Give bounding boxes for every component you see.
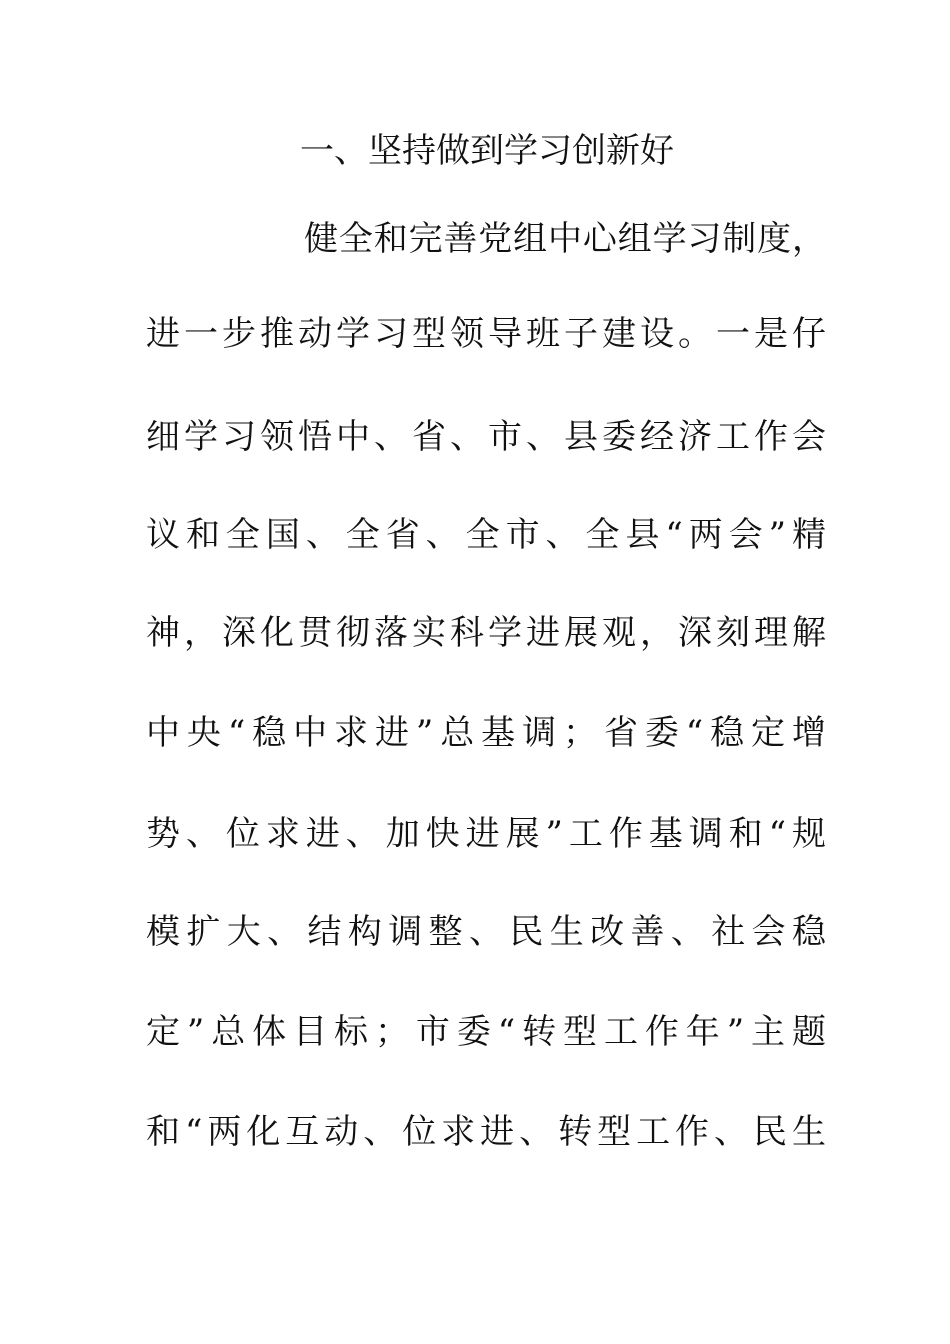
paragraph-line-3: 细学习领悟中、省、市、县委经济工作会 [146, 417, 826, 457]
paragraph-line-10: 和“两化互动、位求进、转型工作、民生 [146, 1112, 826, 1152]
section-heading: 一、坚持做到学习创新好 [300, 131, 674, 171]
paragraph-line-1: 健全和完善党组中心组学习制度， [304, 219, 826, 259]
paragraph-line-9: 定”总体目标；市委“转型工作年”主题 [146, 1012, 826, 1052]
paragraph-line-6: 中央“稳中求进”总基调；省委“稳定增 [146, 713, 826, 753]
paragraph-line-2: 进一步推动学习型领导班子建设。一是仔 [146, 314, 826, 354]
paragraph-line-5: 神，深化贯彻落实科学进展观，深刻理解 [146, 613, 826, 653]
paragraph-line-7: 势、位求进、加快进展”工作基调和“规 [146, 814, 826, 854]
paragraph-line-8: 模扩大、结构调整、民生改善、社会稳 [146, 912, 826, 952]
paragraph-line-4: 议和全国、全省、全市、全县“两会”精 [146, 515, 826, 555]
